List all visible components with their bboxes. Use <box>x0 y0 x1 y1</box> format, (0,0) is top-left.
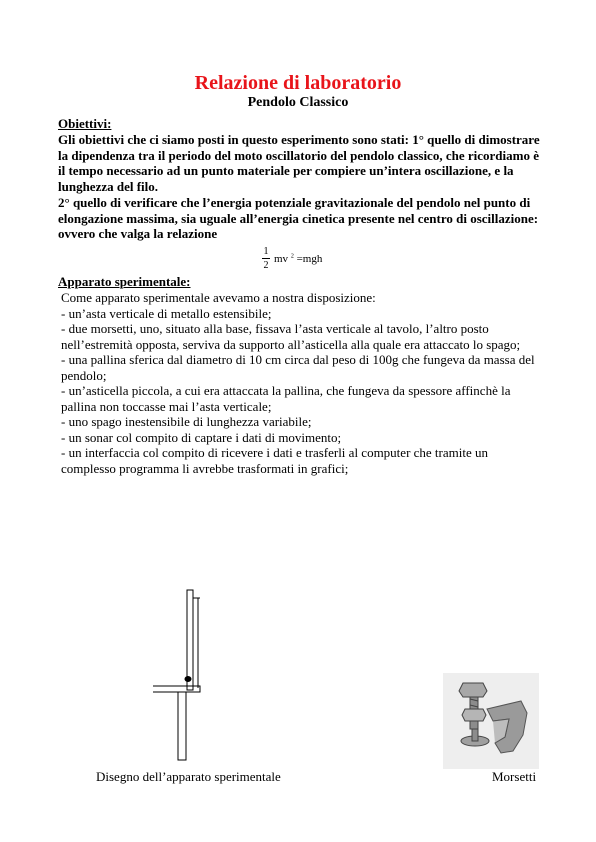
document-title: Relazione di laboratorio <box>194 72 402 94</box>
photo-caption: Morsetti <box>492 769 537 784</box>
apparatus-intro: Come apparato sperimentale avevamo a nostra disposizione: <box>61 290 376 305</box>
list-item: - uno spago inestensibile di lunghezza variabile; <box>61 414 312 429</box>
document-subtitle: Pendolo Classico <box>247 95 349 110</box>
formula-denominator: 2 <box>263 260 269 271</box>
apparatus-list <box>61 290 541 476</box>
list-item: - un’asta verticale di metallo estensibile; <box>61 305 272 321</box>
vertical-rod <box>187 590 193 690</box>
formula-numerator: 1 <box>263 246 269 257</box>
table-leg <box>178 692 186 760</box>
list-item: - una pallina sferica dal diametro di 10 cm circa dal peso di 100g che fungeva da massa del pendolo; <box>61 352 535 383</box>
formula-exponent: 2 <box>290 253 294 260</box>
apparatus-heading: Apparato sperimentale: <box>58 274 191 289</box>
formula-rhs: =mgh <box>296 253 323 265</box>
list-item: - un’asticella piccola, a cui era attaccata la pallina, che fungeva da spessore affinchè la pallina non toccasse mai l’asta verticale; <box>61 383 511 414</box>
formula-lhs: mv <box>274 253 289 265</box>
formula-fraction <box>262 246 270 271</box>
apparatus-drawing <box>150 588 220 763</box>
list-item: - un sonar col compito di captare i dati di movimento; <box>61 429 342 445</box>
list-item: - un interfaccia col compito di ricevere i dati e trasferli al computer che tramite un complesso programma li avrebbe trasformati in grafici; <box>61 445 489 476</box>
drawing-caption: Disegno dell’apparato sperimentale <box>96 769 281 784</box>
clamp-image <box>443 673 539 769</box>
objectives-heading: Obiettivi: <box>58 116 112 131</box>
pendulum-ball <box>185 676 192 682</box>
objectives-paragraph-2: 2° quello di verificare che l’energia potenziale gravitazionale del pendolo nel punto di elongazione massima, sia uguale all’energia cinetica presente nel centro di oscillazione: ovvero che valga la relazione <box>58 195 539 242</box>
clamp-photo <box>443 673 539 769</box>
list-item: - due morsetti, uno, situato alla base, fissava l’asta verticale al tavolo, l’altro posto nell’estremità opposta, serviva da supporto all’asticella alla quale era attaccato lo spago; <box>61 321 521 352</box>
objectives-paragraph-1: Gli obiettivi che ci siamo posti in questo esperimento sono stati: 1° quello di dimostrare la dipendenza tra il periodo del moto oscillatorio del pendolo classico, che ricordiamo è il tempo necessario ad un punto materiale per compiere un’intera oscillazione, e la lunghezza del filo. <box>58 132 540 194</box>
